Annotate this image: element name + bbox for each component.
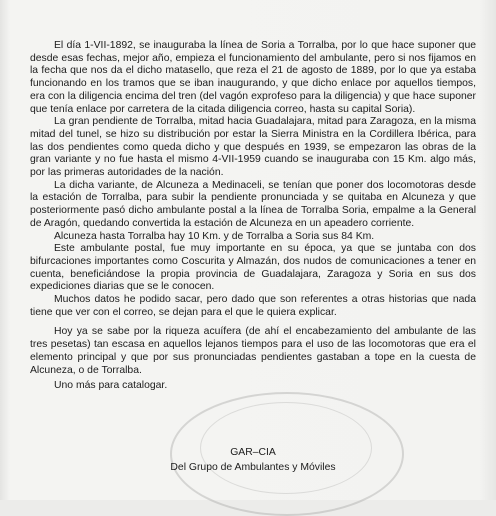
paragraph-7: Hoy ya se sabe por la riqueza acuífera (de ahí el encabezamiento del ambulante de las tres pesetas) tan escasa en aquellos lejanos tiempos para el uso de las locomotoras que era el elemento principal y que por sus pronunciadas pendientes gastaban a tope en la cuesta de Alcuneza, o de Torralba. — [30, 326, 476, 376]
paragraph-4: Alcuneza hasta Torralba hay 10 Km. y de Torralba a Soria sus 84 Km. — [54, 230, 375, 242]
paragraph-8: Uno más para catalogar. — [54, 380, 168, 392]
paragraph-5: Este ambulante postal, fue muy importante en su época, ya que se juntaba con dos bifurcaciones importantes como Coscurita y Almazán, dos nudos de comunicaciones a tener en cuenta, beneficiándose la propia provincia de Guadalajara, Zaragoza y Soria en sus dos expediciones diarias que se le conocen. — [30, 243, 476, 293]
signature-name: GAR–CIA — [230, 447, 276, 458]
signature-group: Del Grupo de Ambulantes y Móviles — [170, 462, 336, 473]
paragraph-3: La dicha variante, de Alcuneza a Medinaceli, se tenían que poner dos locomotoras desde la estación de Torralba, para subir la pendiente pronunciada y se quitaba en Alcuneza y que posteriormente pasó dicho ambulante postal a la línea de Torralba Soria, empalme a la General de Aragón, quedando convertida la estación de Alcuneza en un apeadero corriente. — [30, 179, 476, 229]
paragraph-2: La gran pendiente de Torralba, mitad hacia Guadalajara, mitad para Zaragoza, en la misma mitad del tunel, se hizo su distribución por estar la Sierra Ministra en la Cordillera Ibérica, para las dos pendientes como queda dicho y que después en 1939, se empezaron las obras de la gran variante y no fue hasta el mismo 4-VII-1959 cuando se inauguraba con 15 Km. algo más, por las primeras autoridades de la nación. — [30, 116, 476, 179]
paragraph-1: El día 1-VII-1892, se inauguraba la línea de Soria a Torralba, por lo que hace suponer que desde esas fechas, mejor año, empieza el funcionamiento del ambulante, pero si nos fijamos en la fecha que nos da el dicho matasello, que reza el 21 de agosto de 1889, por lo que ya estaba funcionando en los tramos que se iban inaugurando, y que dicho enlace por aquellos tiempos, era con la diligencia encima del tren (del vagón exprofeso para la diligencia) y que hace suponer que tenía enlace por carretera de la citada diligencia correo, hasta su capital Soria). — [30, 40, 476, 115]
paragraph-6: Muchos datos he podido sacar, pero dado que son referentes a otras historias que nada tiene que ver con el correo, se dejan para el que le quiera explicar. — [30, 294, 476, 318]
article-body — [30, 40, 476, 393]
